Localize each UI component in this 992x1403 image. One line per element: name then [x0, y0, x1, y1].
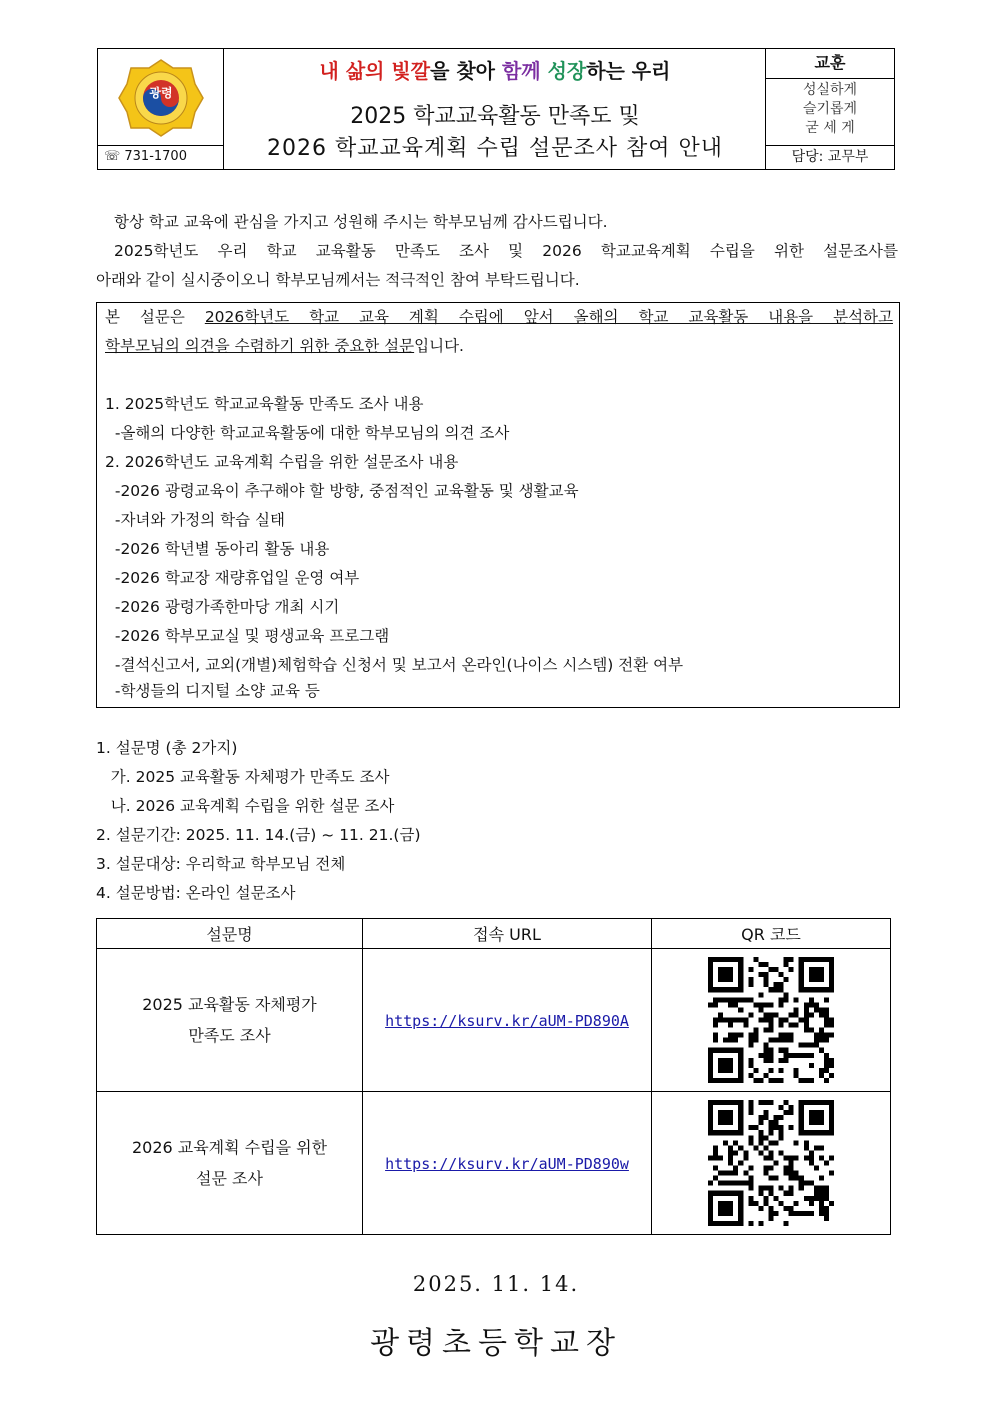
slogan-space — [541, 59, 548, 83]
slogan-part-purple: 함께 — [501, 59, 541, 83]
logo-text: 광령 — [149, 86, 173, 100]
motto-item: 슬기롭게 — [802, 101, 858, 117]
table-header: QR 코드 — [652, 919, 891, 949]
title-cell — [224, 49, 766, 169]
school-emblem-icon — [98, 49, 224, 145]
table-header: 설문명 — [97, 919, 363, 949]
document-date: 2025. 11. 14. — [412, 1272, 580, 1296]
box-item-sub: -2026 광령교육이 추구해야 할 방향, 중점적인 교육활동 및 생활교육 — [105, 482, 579, 500]
survey-url-cell — [363, 1092, 652, 1235]
survey-name: 만족도 조사 — [188, 1026, 271, 1045]
intro-line: 2025학년도 우리 학교 교육활동 만족도 조사 및 2026 학교교육계획 수립을 위한 설문조사를 — [114, 242, 898, 260]
box-item-sub: -2026 학부모교실 및 평생교육 프로그램 — [105, 627, 390, 645]
box-item-heading: 2. 2026학년도 교육계획 수립을 위한 설문조사 내용 — [105, 453, 459, 471]
motto-list — [766, 81, 894, 138]
slogan-part-red: 내 삶의 빛깔 — [319, 59, 431, 83]
header-box — [97, 48, 895, 170]
qr-cell — [652, 949, 891, 1092]
box-item-sub: -올해의 다양한 학교교육활동에 대한 학부모님의 의견 조사 — [105, 424, 510, 442]
qr-code-icon[interactable] — [708, 957, 834, 1083]
survey-link[interactable]: https://ksurv.kr/aUM-PD890w — [385, 1154, 629, 1173]
detail-line: 나. 2026 교육계획 수립을 위한 설문 조사 — [96, 797, 395, 815]
motto-cell — [766, 49, 894, 145]
survey-name-cell — [97, 1092, 363, 1235]
slogan-part-green: 성장 — [547, 59, 587, 83]
page-title-line2: 2026 학교교육계획 수립 설문조사 참여 안내 — [267, 136, 723, 161]
detail-line: 3. 설문대상: 우리학교 학부모님 전체 — [96, 855, 346, 873]
survey-name: 2026 교육계획 수립을 위한 — [131, 1138, 328, 1157]
survey-table — [96, 918, 891, 1235]
box-lead-prefix: 본 설문은 — [105, 308, 205, 326]
box-item-sub: -2026 학교장 재량휴업일 운영 여부 — [105, 569, 360, 587]
slogan-part: 하는 우리 — [586, 59, 671, 83]
detail-line: 가. 2025 교육활동 자체평가 만족도 조사 — [96, 768, 390, 786]
box-lead-underline: 학부모님의 의견을 수렴하기 위한 중요한 설문 — [105, 337, 415, 355]
intro-line: 항상 학교 교육에 관심을 가지고 성원해 주시는 학부모님께 감사드립니다. — [114, 213, 608, 231]
table-row — [97, 1092, 891, 1235]
box-item-sub: -자녀와 가정의 학습 실태 — [105, 511, 285, 529]
phone-number: ☏ 731-1700 — [98, 145, 224, 169]
box-lead-underline: 2026학년도 학교 교육 계획 수립에 앞서 올해의 학교 교육활동 내용을 분석하고 — [204, 308, 893, 326]
box-item-heading: 1. 2025학년도 학교교육활동 만족도 조사 내용 — [105, 395, 424, 413]
qr-code-icon[interactable] — [708, 1100, 834, 1226]
detail-line: 1. 설문명 (총 2가지) — [96, 739, 238, 757]
survey-info-box — [96, 302, 900, 708]
motto-heading: 교훈 — [766, 49, 894, 79]
motto-item: 성실하게 — [802, 82, 858, 98]
principal-signature: 광령초등학교장 — [370, 1326, 622, 1361]
box-item-sub: -2026 학년별 동아리 활동 내용 — [105, 540, 330, 558]
detail-line: 2. 설문기간: 2025. 11. 14.(금) ~ 11. 21.(금) — [96, 826, 421, 844]
school-slogan — [224, 57, 766, 85]
box-item-sub: -결석신고서, 교외(개별)체험학습 신청서 및 보고서 온라인(나이스 시스템) 전환 여부 — [105, 656, 684, 674]
motto-item: 굳 세 게 — [805, 120, 855, 136]
qr-cell — [652, 1092, 891, 1235]
slogan-part: 을 찾아 — [430, 59, 502, 83]
table-header-row — [97, 919, 891, 949]
box-item-sub: -학생들의 디지털 소양 교육 등 — [105, 682, 320, 700]
survey-url-cell — [363, 949, 652, 1092]
table-row — [97, 949, 891, 1092]
survey-name: 설문 조사 — [196, 1169, 263, 1188]
survey-name-cell — [97, 949, 363, 1092]
intro-line: 아래와 같이 실시중이오니 학부모님께서는 적극적인 참여 부탁드립니다. — [96, 271, 580, 289]
logo-cell — [98, 49, 224, 145]
survey-link[interactable]: https://ksurv.kr/aUM-PD890A — [385, 1011, 629, 1030]
detail-line: 4. 설문방법: 온라인 설문조사 — [96, 884, 296, 902]
page-title-line1: 2025 학교교육활동 만족도 및 — [350, 104, 640, 129]
box-lead-line1 — [105, 303, 893, 332]
table-header: 접속 URL — [363, 919, 652, 949]
box-item-sub: -2026 광령가족한마당 개최 시기 — [105, 598, 340, 616]
survey-name: 2025 교육활동 자체평가 — [142, 995, 317, 1014]
box-lead-line2 — [105, 332, 893, 361]
department-label: 담당: 교무부 — [766, 145, 894, 169]
box-lead-suffix: 입니다. — [414, 337, 464, 355]
